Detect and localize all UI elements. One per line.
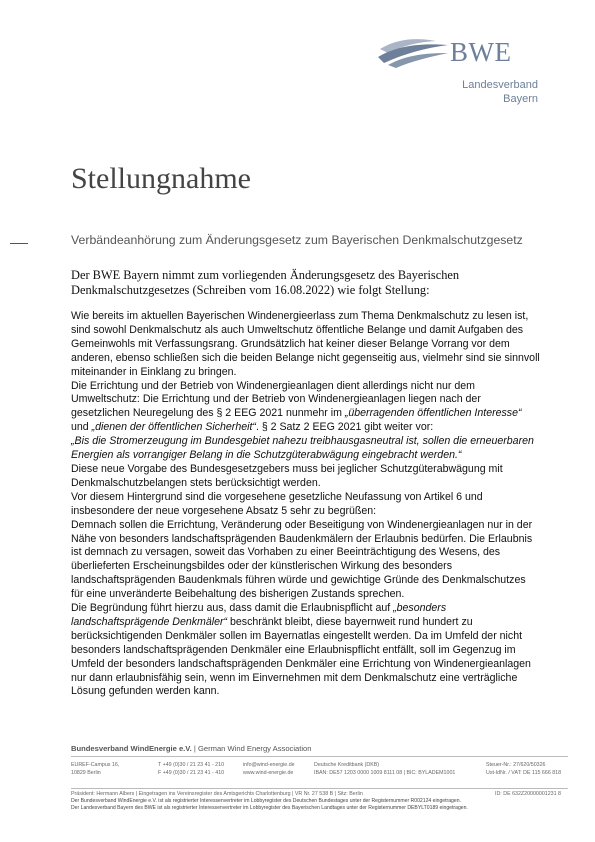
body-line bbox=[71, 658, 551, 672]
body-text-segment: für eine unveränderte Beibehaltung des bisherigen Zustands sprechen. bbox=[71, 588, 405, 601]
footer-fax-line: F +49 (0)30 / 21 23 41 - 410 bbox=[158, 770, 225, 776]
body-line bbox=[71, 685, 551, 699]
body-text-segment: Lösung gefunden werden kann. bbox=[71, 685, 220, 698]
body-line bbox=[71, 574, 551, 588]
footer bbox=[71, 744, 571, 812]
margin-dash bbox=[10, 243, 28, 244]
page-subtitle: Verbändeanhörung zum Änderungsgesetz zum Bayerischen Denkmalschutzgesetz bbox=[71, 233, 523, 247]
body-text-segment: . § 2 Satz 2 EEG 2021 gibt weiter vor: bbox=[255, 421, 434, 434]
body-line bbox=[71, 352, 551, 366]
body-line bbox=[71, 616, 551, 630]
body-quote-segment: Energien als vorrangiger Belang in die Schutzgüterabwägung eingebracht werden.“ bbox=[71, 449, 462, 462]
body-line bbox=[71, 546, 551, 560]
body-quote-segment: „Bis die Stromerzeugung im Bundesgebiet nahezu treibhausgasneutral ist, sollen die erneuerbaren bbox=[71, 435, 534, 448]
body-quote-segment: „überragenden öffentlichen Interesse“ bbox=[344, 407, 522, 420]
body-line bbox=[71, 338, 551, 352]
footer-bank-line: Deutsche Kreditbank (DKB) bbox=[314, 762, 380, 768]
body-text-segment: überlieferten Erscheinungsbildes oder der künstlerischen Wirkung des besonders bbox=[71, 560, 452, 573]
body-text-segment: Nähe von besonders landschaftsprägenden Baudenkmälern der Erlaubnis bedürfen. Die Erlaubnis bbox=[71, 532, 533, 545]
body-text-segment: Gemeinwohls mit Verfassungsrang. Grundsätzlich hat keiner dieser Belange Vorrang vor dem bbox=[71, 337, 510, 350]
footer-phone bbox=[158, 761, 224, 777]
body-line bbox=[71, 533, 551, 547]
logo-brand: BWE bbox=[450, 37, 512, 67]
body-text-segment: miteinander in Einklang zu bringen. bbox=[71, 365, 237, 378]
body-text-segment: insbesondere der neue vorgesehene Absatz 5 sehr zu begrüßen: bbox=[71, 504, 377, 517]
body-line bbox=[71, 519, 551, 533]
body-text-segment: Wie bereits im aktuellen Bayerischen Windenergieerlass zum Thema Denkmalschutz zu lesen ist, bbox=[71, 310, 529, 322]
body-text-segment: und bbox=[71, 421, 92, 434]
footer-address-line: EUREF-Campus 16, bbox=[71, 762, 120, 768]
bwe-logo bbox=[378, 35, 538, 107]
body-line bbox=[71, 672, 551, 686]
body-line bbox=[71, 463, 551, 477]
body-text-segment: nur dann erlaubnisfähig sein, wenn im Einvernehmen mit dem Denkmalschutz eine verträgliche bbox=[71, 671, 518, 684]
footer-address-line: 10829 Berlin bbox=[71, 770, 101, 776]
intro-line: Der BWE Bayern nimmt zum vorliegenden Änderungsgesetz des Bayerischen bbox=[71, 268, 460, 282]
footer-divider bbox=[71, 756, 568, 757]
footer-divider bbox=[71, 788, 568, 789]
body-text-segment: sind sowohl Denkmalschutz als auch Umweltschutz öffentliche Belange und damit Aufgaben des bbox=[71, 323, 524, 336]
footer-iban-line: IBAN: DE57 1203 0000 1009 8111 08 | BIC: BYLADEM1001 bbox=[314, 770, 456, 776]
footer-org-english: | German Wind Energy Association bbox=[191, 744, 312, 753]
body-text-segment: landschaftsprägenden Baudenkmals führen würde und gewichtige Gründe des Denkmalschutzes bbox=[71, 574, 526, 587]
footer-web bbox=[243, 761, 295, 777]
footer-id-number: ID: DE 632Z20000001231 8 bbox=[495, 791, 561, 797]
body-text-segment: Diese neue Vorgabe des Bundesgesetzgebers muss bei jeglicher Schutzgüterabwägung mit bbox=[71, 462, 503, 475]
footer-tax bbox=[486, 761, 561, 777]
footer-email-link[interactable]: info@wind-energie.de bbox=[243, 762, 295, 768]
body-text-segment: beschränkt bleibt, diese bayernweit rund hundert zu bbox=[227, 615, 473, 628]
body-text-segment: Vor diesem Hintergrund sind die vorgesehene gesetzliche Neufassung von Artikel 6 und bbox=[71, 490, 483, 503]
footer-president-bar bbox=[71, 791, 571, 798]
body-line bbox=[71, 588, 551, 602]
intro-line: Denkmalschutzgesetzes (Schreiben vom 16.08.2022) wie folgt Stellung: bbox=[71, 283, 430, 297]
footer-president: Präsident: Hermann Albers | Eingetragen ins Vereinsregister des Amtsgerichts Charlottenburg | VR Nr. 27 538 B | Sitz: Berlin bbox=[71, 791, 363, 797]
page-title: Stellungnahme bbox=[71, 162, 251, 195]
body-text bbox=[71, 310, 551, 699]
body-text-segment: gesetzlichen Neuregelung des § 2 EEG 2021 nunmehr im bbox=[71, 407, 345, 420]
body-text-segment: Umweltschutz: Die Errichtung und der Betrieb von Windenergieanlagen liegen nach der bbox=[71, 393, 481, 406]
intro-paragraph bbox=[71, 268, 531, 298]
body-text-segment: Die Begründung führt hierzu aus, dass damit die Erlaubnispflicht auf bbox=[71, 602, 394, 615]
footer-org-name: Bundesverband WindEnergie e.V. bbox=[71, 744, 192, 753]
footer-bank bbox=[314, 761, 455, 777]
body-line bbox=[71, 491, 551, 505]
body-line bbox=[71, 435, 551, 449]
body-line bbox=[71, 393, 551, 407]
footer-vat-line: Ust-IdNr. / VAT: DE 115 666 818 bbox=[486, 770, 562, 776]
body-line bbox=[71, 421, 551, 435]
body-text-segment: berücksichtigenden Denkmäler sollen im Bayernatlas eingestellt werden. Da im Umfeld der nicht bbox=[71, 629, 523, 642]
body-text-segment: Die Errichtung und der Betrieb von Windenergieanlagen dient allerdings nicht nur dem bbox=[71, 379, 475, 392]
body-line bbox=[71, 380, 551, 394]
body-line bbox=[71, 560, 551, 574]
footer-note: Der Landesverband Bayern des BWE ist als registrierter Interessenvertreter im Lobbyregister des Bayerischen Landtages unter der Registernummer DEBYLT0189 eingetragen. bbox=[71, 805, 468, 811]
footer-phone-line: T +49 (0)30 / 21 23 41 - 210 bbox=[158, 762, 225, 768]
body-line bbox=[71, 630, 551, 644]
footer-address bbox=[71, 761, 119, 777]
body-text-segment: Umfeld der besonders landschaftsprägenden Denkmäler eine Errichtung von Windenergieanlagen bbox=[71, 657, 531, 670]
footer-note: Der Bundesverband WindEnergie e.V. ist als registrierter Interessenvertreter im Lobbyregister des Deutschen Bundestages unter der Registernummer R002124 eingetragen. bbox=[71, 798, 461, 804]
body-quote-segment: landschaftsprägende Denkmäler“ bbox=[71, 615, 228, 628]
body-line bbox=[71, 407, 551, 421]
body-line bbox=[71, 644, 551, 658]
body-quote-segment: „besonders bbox=[393, 602, 447, 615]
footer-website-link[interactable]: www.wind-energie.de bbox=[243, 770, 294, 776]
body-line bbox=[71, 505, 551, 519]
body-line bbox=[71, 366, 551, 380]
footer-columns bbox=[71, 761, 571, 785]
body-quote-segment: „dienen der öffentlichen Sicherheit“ bbox=[91, 421, 256, 434]
body-line bbox=[71, 449, 551, 463]
wind-wave-logo-icon bbox=[378, 35, 450, 69]
body-text-segment: Denkmalschutzbelangen stets berücksichtigt werden. bbox=[71, 476, 321, 489]
body-text-segment: anderen, ebenso schließen sich die beiden Belange nicht gegenseitig aus, vielmehr sind sie sinnvoll bbox=[71, 351, 540, 364]
footer-org bbox=[71, 744, 571, 753]
logo-line-landesverband: Landesverband bbox=[462, 79, 538, 91]
body-text-segment: besonders landschaftsprägenden Denkmäler eine Erlaubnispflicht entfällt, soll im Gegenzug im bbox=[71, 643, 516, 656]
logo-line-bayern: Bayern bbox=[503, 93, 538, 105]
body-line bbox=[71, 310, 551, 324]
body-line bbox=[71, 602, 551, 616]
body-line bbox=[71, 324, 551, 338]
body-text-segment: ist demnach zu versagen, soweit das Vorhaben zu einer Beeinträchtigung des Wesens, des bbox=[71, 546, 501, 559]
body-line bbox=[71, 477, 551, 491]
footer-tax-line: Steuer-Nr.: 27/620/50326 bbox=[486, 762, 546, 768]
body-text-segment: Demnach sollen die Errichtung, Veränderung oder Beseitigung von Windenergieanlagen nur in der bbox=[71, 518, 533, 531]
